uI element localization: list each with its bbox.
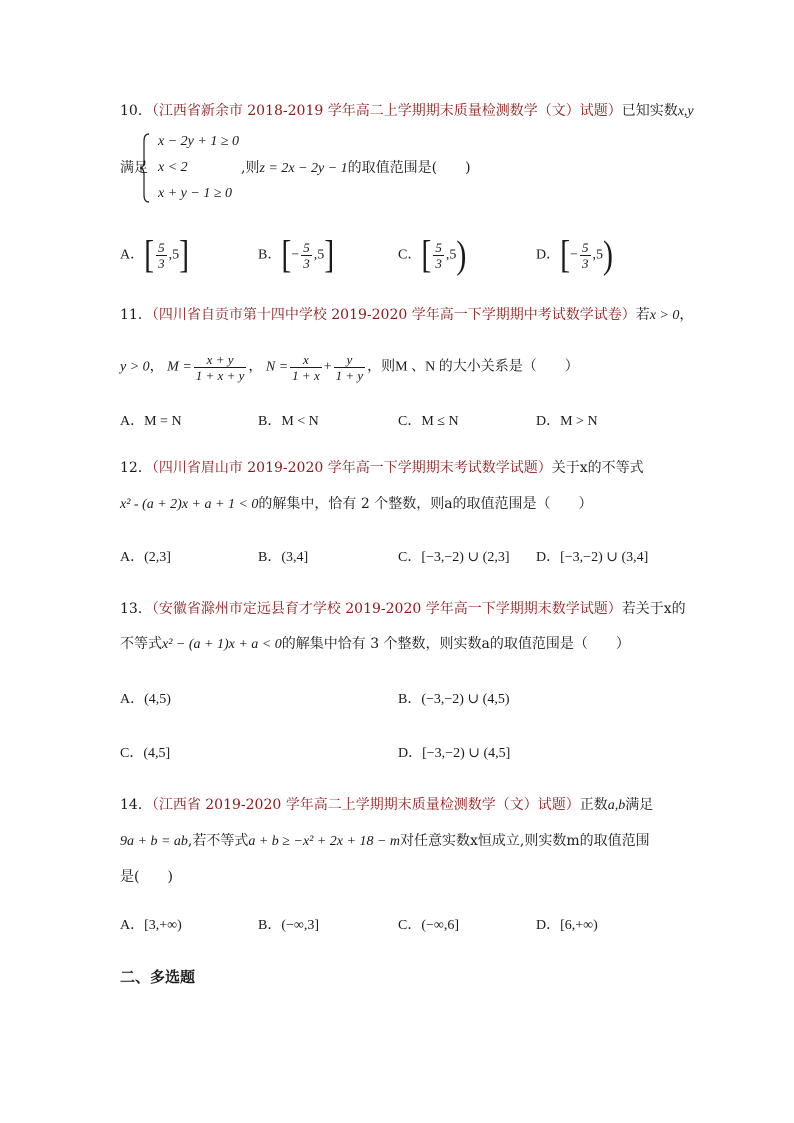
option-C: C．[−3,−2) ∪ (2,3] — [398, 550, 510, 565]
question-number: 13． — [120, 601, 152, 617]
option-A: A．[3,+∞) — [120, 918, 182, 933]
option-B: B．(−3,−2) ∪ (4,5) — [398, 692, 510, 707]
option-D: D．[− $\frac{5}{3}$ ,5) — [536, 233, 614, 277]
option-D: D．[6,+∞) — [536, 918, 598, 933]
option-A: A．[ $\frac{5}{3}$ ,5] — [120, 233, 190, 277]
question-10-stem — [120, 101, 694, 122]
stem-text: ,若不等式 — [187, 833, 249, 849]
question-number: 14． — [120, 797, 152, 813]
stem-text: 若关于x的 — [621, 601, 686, 617]
stem-text: 满足 — [625, 797, 654, 813]
option-A: A．M = N — [120, 414, 182, 429]
question-14-stem — [120, 795, 653, 816]
option-D: D．M > N — [536, 414, 598, 429]
stem-text: 不等式 — [120, 636, 162, 652]
system-brace — [140, 133, 150, 203]
stem-text: 关于x的不等式 — [551, 460, 644, 476]
question-source: （江西省 2019-2020 学年高二上学期期末质量检测数学（文）试题） — [151, 797, 580, 813]
condition: x > 0 — [649, 308, 680, 323]
stem-text: 正数 — [579, 797, 608, 813]
m-definition: M = — [167, 359, 192, 375]
option-B: B．(−∞,3] — [258, 918, 320, 933]
question-14-condition — [120, 831, 650, 852]
constraint-1: x − 2y + 1 ≥ 0 — [158, 134, 240, 149]
question-12-stem — [120, 458, 644, 478]
stem-text: 的解集中恰有 3 个整数，则实数a的取值范围是（ ） — [281, 636, 630, 652]
question-13-inequality — [120, 634, 630, 655]
stem-text: 的解集中，恰有 2 个整数，则a的取值范围是（ ） — [258, 496, 593, 512]
equation: 9a + b = ab — [120, 834, 188, 849]
option-A: A．(2,3] — [120, 550, 171, 565]
objective-expression: z = 2x − 2y − 1 — [259, 161, 348, 176]
stem-text: 的取值范围是( ) — [347, 160, 471, 176]
variables: a,b — [607, 798, 626, 813]
option-B: B．(3,4] — [258, 550, 309, 565]
question-12-inequality — [120, 494, 593, 515]
question-11-definitions: y > 0， M = $\frac{x + y}{1 + x + y}$ ， N = $\frac{x}{1 + x}$ + $\frac{y}{1 + y}$ ，则M 、N 的大小关系是（ ） — [120, 352, 579, 383]
variables: x,y — [677, 104, 694, 119]
satisfy-label: 满足 — [120, 160, 148, 176]
question-source: （四川省自贡市第十四中学校 2019-2020 学年高一下学期期中考试数学试卷） — [151, 307, 636, 323]
option-B: B．[− $\frac{5}{3}$ ,5] — [258, 233, 335, 277]
question-source: （安徽省滁州市定远县育才学校 2019-2020 学年高一下学期期末数学试题） — [151, 601, 622, 617]
option-A: A．(4,5) — [120, 692, 171, 707]
option-B: B．M < N — [258, 414, 319, 429]
question-11-stem: 11．（四川省自贡市第十四中学校 2019-2020 学年高一下学期期中考试数学试卷）若x > 0， — [120, 307, 694, 323]
stem-text: 对任意实数x恒成立,则实数m的取值范围 — [400, 833, 650, 849]
question-number: 10． — [120, 103, 152, 119]
question-number: 12． — [120, 460, 152, 476]
question-14-end: 是( ) — [120, 869, 173, 885]
option-C: C．M ≤ N — [398, 414, 459, 429]
inequality: x² - (a + 2)x + a + 1 < 0 — [120, 497, 259, 512]
option-D: D．[−3,−2) ∪ (4,5] — [398, 746, 511, 761]
n-definition: N = — [265, 359, 289, 375]
option-D: D．[−3,−2) ∪ (3,4] — [536, 550, 649, 565]
question-13-stem — [120, 599, 686, 619]
question-source: （江西省新余市 2018-2019 学年高二上学期期末质量检测数学（文）试题） — [151, 103, 622, 119]
inequality: x² − (a + 1)x + a < 0 — [162, 637, 282, 652]
stem-text: ,则 — [241, 160, 260, 176]
option-C: C．(4,5] — [120, 746, 171, 761]
stem-text: ，则M 、N 的大小关系是（ ） — [367, 359, 579, 375]
inequality: a + b ≥ −x² + 2x + 18 − m — [248, 834, 401, 849]
question-source: （四川省眉山市 2019-2020 学年高一下学期期末考试数学试题） — [151, 460, 552, 476]
option-C: C．[ $\frac{5}{3}$ ,5) — [398, 233, 467, 277]
constraint-2: x < 2 — [158, 160, 188, 175]
question-10-expr — [241, 158, 471, 179]
stem-text: 已知实数 — [621, 103, 678, 119]
section-heading: 二、多选题 — [120, 968, 196, 986]
constraint-3: x + y − 1 ≥ 0 — [158, 186, 233, 201]
stem-text: 若 — [635, 307, 650, 323]
option-C: C．(−∞,6] — [398, 918, 460, 933]
condition: y > 0 — [120, 359, 150, 375]
question-number: 11． — [120, 307, 152, 323]
